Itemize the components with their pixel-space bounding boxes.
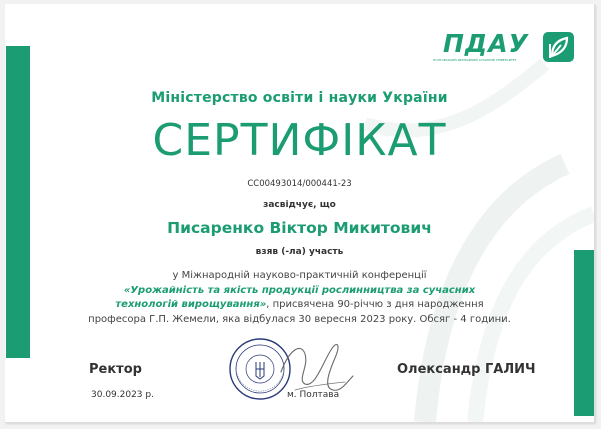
- ministry-heading: Міністерство освіти і науки України: [151, 90, 448, 106]
- description-line-1: у Міжнародній науково-практичній конференції: [172, 270, 427, 281]
- certificate-title: СЕРТИФІКАТ: [152, 115, 447, 166]
- rector-label: Ректор: [89, 362, 142, 377]
- description-line-3: [35, 298, 564, 313]
- participation-text: взяв (-ла) участь: [255, 247, 344, 257]
- rector-name: Олександр ГАЛИЧ: [397, 362, 536, 377]
- university-logo: [417, 30, 579, 66]
- recipient-name: Писаренко Віктор Микитович: [167, 219, 432, 237]
- certificate-number: СС00493014/000441-23: [247, 179, 352, 189]
- issue-date: 30.09.2023 р.: [91, 390, 154, 400]
- certificate-page: [5, 4, 595, 423]
- city-name: м. Полтава: [287, 390, 340, 400]
- right-accent-bar: [574, 250, 594, 416]
- logo-text: ПДАУ: [443, 29, 529, 58]
- conference-title-line-2: технологій вирощування»: [115, 299, 267, 310]
- certifies-text: засвідчує, що: [263, 200, 336, 210]
- dedication-text: , присвячена 90-річчю з дня народження: [266, 299, 484, 310]
- conference-title-line-1: «Урожайність та якість продукції рослинництва за сучасних: [123, 284, 476, 296]
- logo-subtitle: ПОЛТАВСЬКИЙ ДЕРЖАВНИЙ АГРАРНИЙ УНІВЕРСИТЕТ: [433, 58, 517, 62]
- description-line-4: професора Г.П. Жемели, яка відбулася 30 вересня 2023 року. Обсяг - 4 години.: [88, 313, 511, 325]
- conference-description: [35, 269, 564, 327]
- logo-leaf-icon: [543, 32, 574, 62]
